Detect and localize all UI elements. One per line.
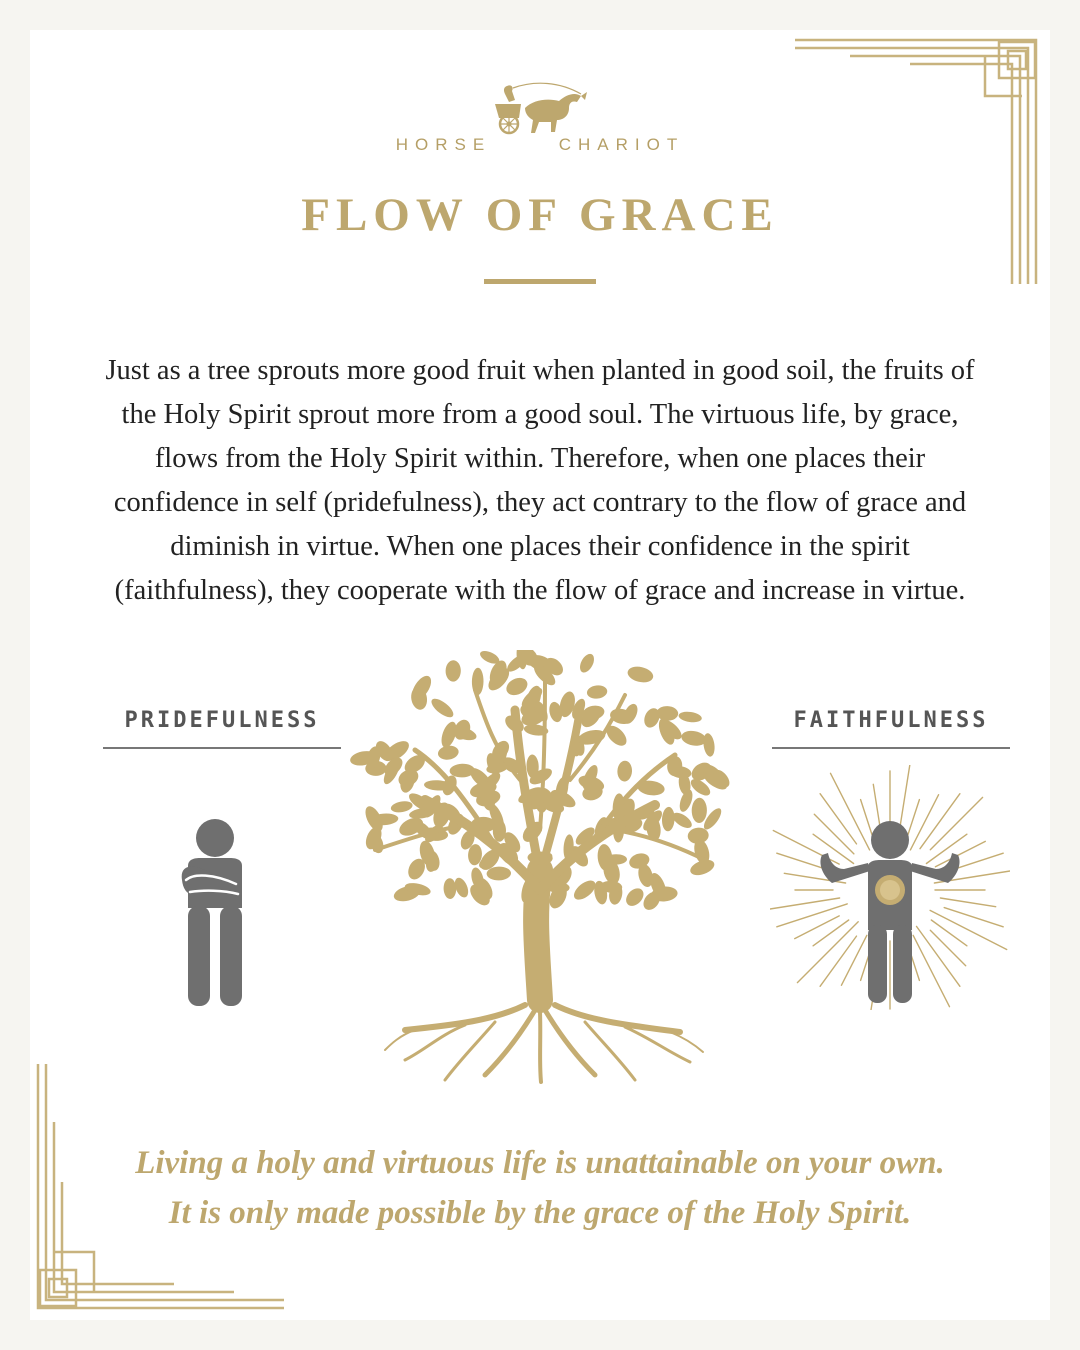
radiance-ray	[931, 920, 967, 946]
corner-ornament-top-right	[790, 36, 1050, 286]
radiance-ray	[797, 922, 858, 983]
radiance-ray	[777, 904, 847, 927]
tree-leaf	[626, 664, 655, 684]
radiant-person-icon	[770, 765, 1010, 1010]
body-paragraph: Just as a tree sprouts more good fruit when planted in good soil, the fruits of the Holy Spirit sprout more from a good soul. The virtuous life, by grace, flows from the Holy Spirit within. Therefore, when one places their confidence in self (pridefulness), they act contrary to the flow of grace and diminish in virtue. When one places their confidence in the spirit (faithfulness), they cooperate with the flow of grace and increase in virtue.	[105, 355, 975, 606]
radiance-ray	[814, 814, 854, 854]
tree-leaf	[437, 744, 460, 761]
radiance-ray	[820, 936, 856, 986]
tree-leaf	[445, 660, 461, 682]
tree-leaf	[443, 878, 456, 899]
radiance-ray	[935, 841, 985, 866]
brand-wordmark	[0, 135, 1080, 155]
label-faithfulness-rule	[772, 747, 1010, 749]
tree-of-life-icon	[345, 650, 735, 1090]
closing-quote	[0, 1138, 1080, 1238]
quote-line-1: Living a holy and virtuous life is unattainable on your own.	[135, 1145, 945, 1181]
brand-left-word: HORSE	[395, 135, 492, 154]
tree-leaf	[680, 729, 707, 748]
label-pridefulness-rule	[103, 747, 341, 749]
radiance-ray	[831, 773, 870, 850]
tree-leaf	[577, 652, 597, 675]
radiance-ray	[813, 920, 849, 946]
tree-leaf	[661, 807, 675, 832]
page-title: FLOW OF GRACE	[301, 189, 779, 241]
tree-leaf	[656, 706, 678, 721]
arms-crossed-person-icon	[178, 818, 253, 1008]
radiance-ray	[944, 908, 1003, 927]
radiance-ray	[841, 935, 866, 985]
radiance-ray	[908, 800, 920, 836]
title-underline	[484, 279, 596, 284]
label-pridefulness: PRIDEFULNESS	[124, 708, 320, 733]
tree-leaf	[617, 760, 633, 782]
radiance-ray	[926, 834, 967, 863]
radiance-ray	[930, 910, 1007, 949]
radiance-ray	[813, 834, 854, 863]
tree-leaf	[586, 684, 608, 700]
radiance-ray	[820, 794, 856, 844]
radiance-ray	[940, 898, 995, 907]
horse-chariot-logo	[485, 78, 595, 140]
tree-leaf	[623, 885, 647, 909]
tree-leaf	[429, 695, 457, 720]
tree-leaf	[691, 798, 707, 823]
tree-leaf	[390, 800, 414, 814]
tree-leaf	[678, 710, 703, 723]
quote-line-2: It is only made possible by the grace of the Holy Spirit.	[168, 1195, 912, 1231]
radiance-ray	[930, 930, 965, 965]
radiance-ray	[770, 898, 840, 911]
label-faithfulness: FAITHFULNESS	[793, 708, 989, 733]
brand-right-word: CHARIOT	[558, 135, 685, 154]
